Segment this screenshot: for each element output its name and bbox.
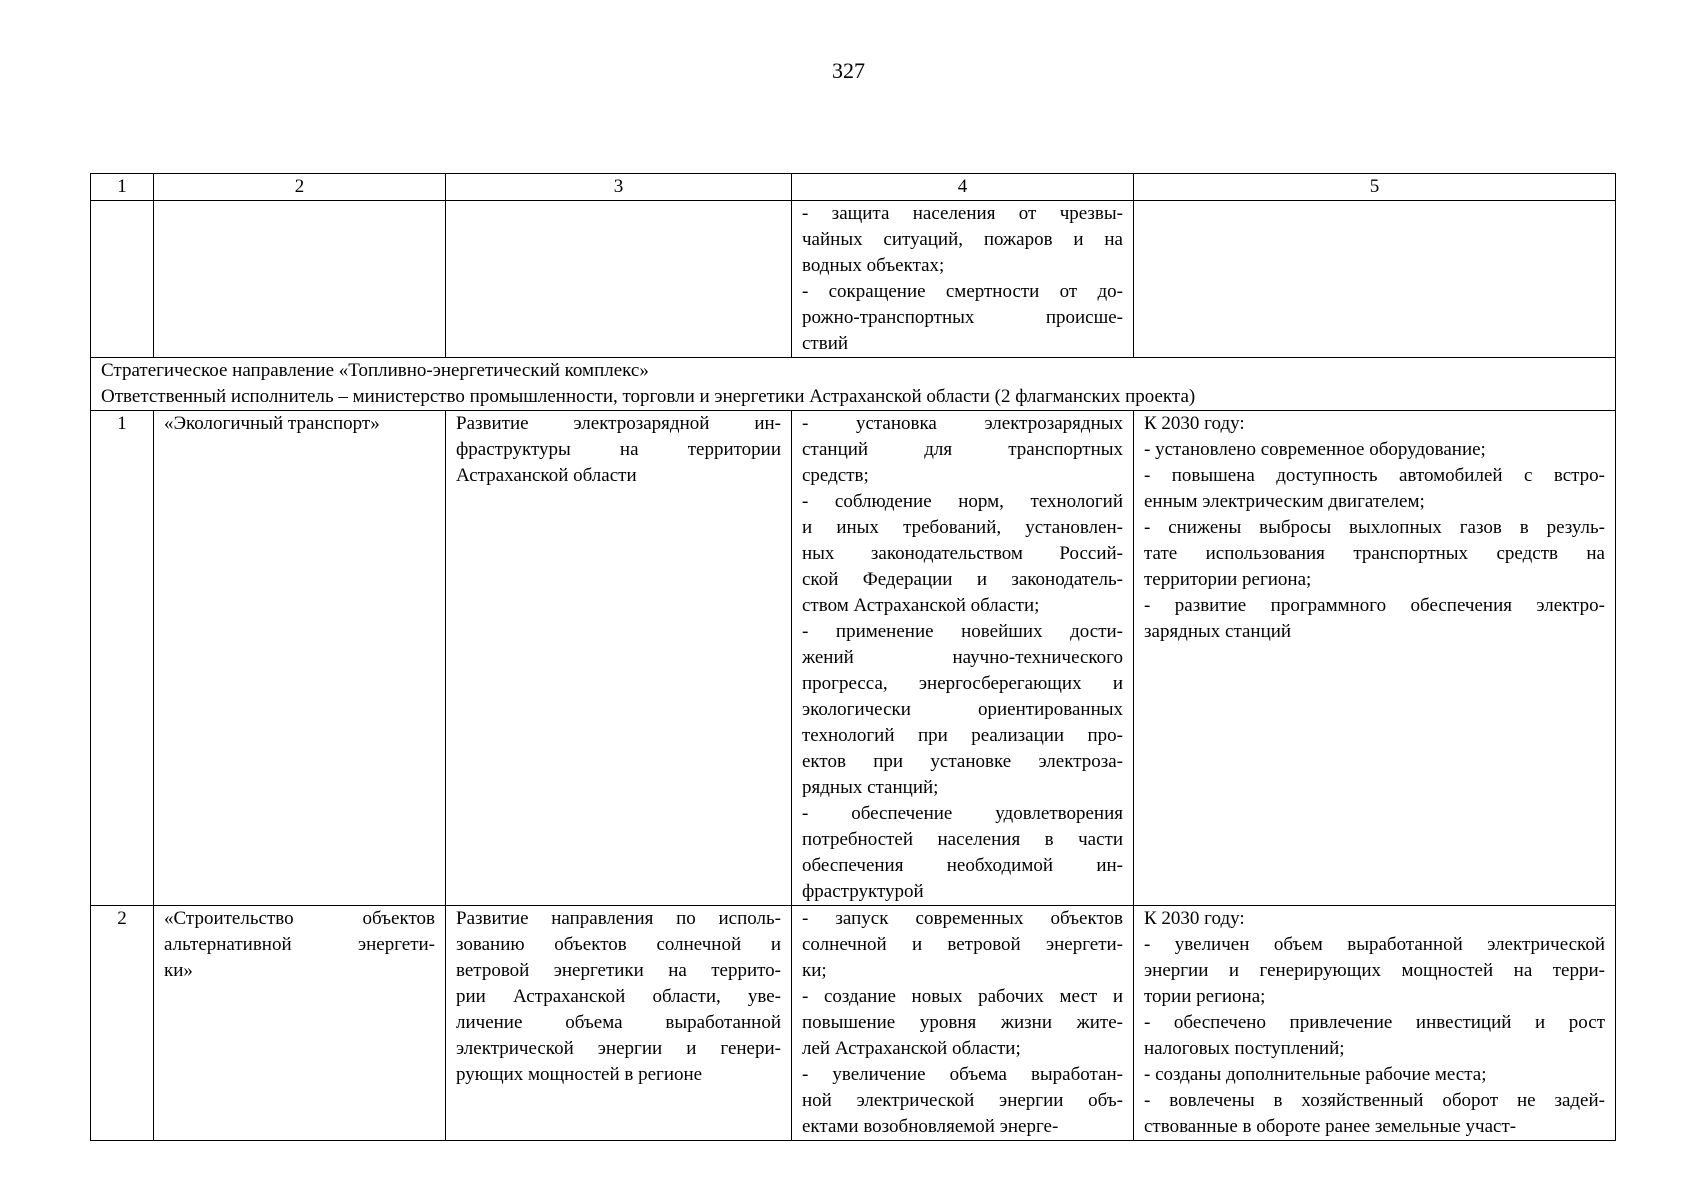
text-line: - соблюдение норм, технологий [802,491,1123,512]
text-line: средств; [802,465,869,486]
text-line: альтернативной энергети- [164,934,435,955]
text-line: - повышена доступность автомобилей с встро- [1144,465,1605,486]
text-line: ской Федерации и законодатель- [802,569,1123,590]
strategy-table [90,173,1616,1141]
text-line: жений научно-технического [802,647,1123,668]
column-number-row [91,174,1616,201]
section-cell [91,358,1616,411]
row-number: 1 [91,411,154,906]
section-title: Стратегическое направление «Топливно-энергетический комплекс» [101,360,649,381]
text-line: Развитие направления по исполь- [456,908,781,929]
text-line: «Экологичный транспорт» [164,413,380,434]
text-line: рующих мощностей в регионе [456,1064,703,1085]
project-results-cell [1134,411,1616,906]
text-line: - сокращение смертности от до- [802,281,1123,302]
text-line: технологий при реализации про- [802,725,1123,746]
section-row [91,358,1616,411]
text-line: ектов при установке электроза- [802,751,1123,772]
project-row [91,906,1616,1141]
text-line: потребностей населения в части [802,829,1123,850]
text-line: территории региона; [1144,569,1312,590]
text-line: - увеличен объем выработанной электрической [1144,934,1605,955]
text-line: - защита населения от чрезвы- [802,203,1123,224]
text-line: прогресса, энергосберегающих и [802,673,1123,694]
text-line: - обеспечение удовлетворения [802,803,1123,824]
text-line: обеспечения необходимой ин- [802,855,1123,876]
text-line: тории региона; [1144,986,1266,1007]
row-number: 2 [91,906,154,1141]
text-line: К 2030 году: [1144,908,1245,929]
text-line: ных законодательством Россий- [802,543,1123,564]
text-line: ством Астраханской области; [802,595,1040,616]
text-line: налоговых поступлений; [1144,1038,1345,1059]
text-line: Развитие электрозарядной ин- [456,413,781,434]
text-line: фраструктуры на территории [456,439,781,460]
text-line: рожно-транспортных происше- [802,307,1123,328]
text-line: - обеспечено привлечение инвестиций и рост [1144,1012,1605,1033]
text-line: фраструктурой [802,881,924,902]
project-name-cell [154,906,446,1141]
section-responsible: Ответственный исполнитель – министерство промышленности, торговли и энергетики Астраханской области (2 флагманских проекта) [101,386,1196,407]
column-number: 4 [792,174,1134,201]
cell-empty [1134,201,1616,358]
text-line: ствий [802,333,849,354]
text-line: и иных требований, установлен- [802,517,1123,538]
text-line: енным электрическим двигателем; [1144,491,1425,512]
text-line: лей Астраханской области; [802,1038,1021,1059]
text-line: - применение новейших дости- [802,621,1123,642]
text-line: К 2030 году: [1144,413,1245,434]
column-number: 2 [154,174,446,201]
column-number: 3 [446,174,792,201]
text-line: - развитие программного обеспечения электро- [1144,595,1605,616]
text-line: зованию объектов солнечной и [456,934,781,955]
text-line: станций для транспортных [802,439,1123,460]
cell-empty [91,201,154,358]
text-line: водных объектах; [802,255,945,276]
text-line: электрической энергии и генери- [456,1038,781,1059]
text-line: повышение уровня жизни жите- [802,1012,1123,1033]
continuation-row [91,201,1616,358]
project-goal-cell [446,906,792,1141]
text-line: ствованные в обороте ранее земельные участ- [1144,1116,1517,1137]
text-line: - вовлечены в хозяйственный оборот не задей- [1144,1090,1605,1111]
text-line: тате использования транспортных средств на [1144,543,1605,564]
project-name-cell [154,411,446,906]
project-tasks-cell [792,906,1134,1141]
column-number: 5 [1134,174,1616,201]
project-goal-cell [446,411,792,906]
text-line: энергии и генерирующих мощностей на терри- [1144,960,1605,981]
project-results-cell [1134,906,1616,1141]
text-line: - создание новых рабочих мест и [802,986,1123,1007]
text-line: - установка электрозарядных [802,413,1123,434]
text-line: ной электрической энергии объ- [802,1090,1123,1111]
column-number: 1 [91,174,154,201]
text-line: солнечной и ветровой энергети- [802,934,1123,955]
text-line: ектами возобновляемой энерге- [802,1116,1059,1137]
text-line: - снижены выбросы выхлопных газов в резуль- [1144,517,1605,538]
text-line: ветровой энергетики на террито- [456,960,781,981]
text-line: ки; [802,960,827,981]
text-line: Астраханской области [456,465,637,486]
cell-empty [154,201,446,358]
text-line: «Строительство объектов [164,908,435,929]
project-tasks-cell [792,411,1134,906]
text-line: - установлено современное оборудование; [1144,439,1486,460]
text-line: - увеличение объема выработан- [802,1064,1123,1085]
text-line: зарядных станций [1144,621,1292,642]
text-line: - запуск современных объектов [802,908,1123,929]
page-number: 327 [832,58,865,83]
text-line: рядных станций; [802,777,939,798]
text-line: экологически ориентированных [802,699,1123,720]
text-line: ки» [164,960,193,981]
text-line: рии Астраханской области, уве- [456,986,781,1007]
project-row [91,411,1616,906]
text-line: чайных ситуаций, пожаров и на [802,229,1123,250]
text-line: - созданы дополнительные рабочие места; [1144,1064,1487,1085]
cell-empty [446,201,792,358]
text-line: личение объема выработанной [456,1012,781,1033]
tasks-cell [792,201,1134,358]
